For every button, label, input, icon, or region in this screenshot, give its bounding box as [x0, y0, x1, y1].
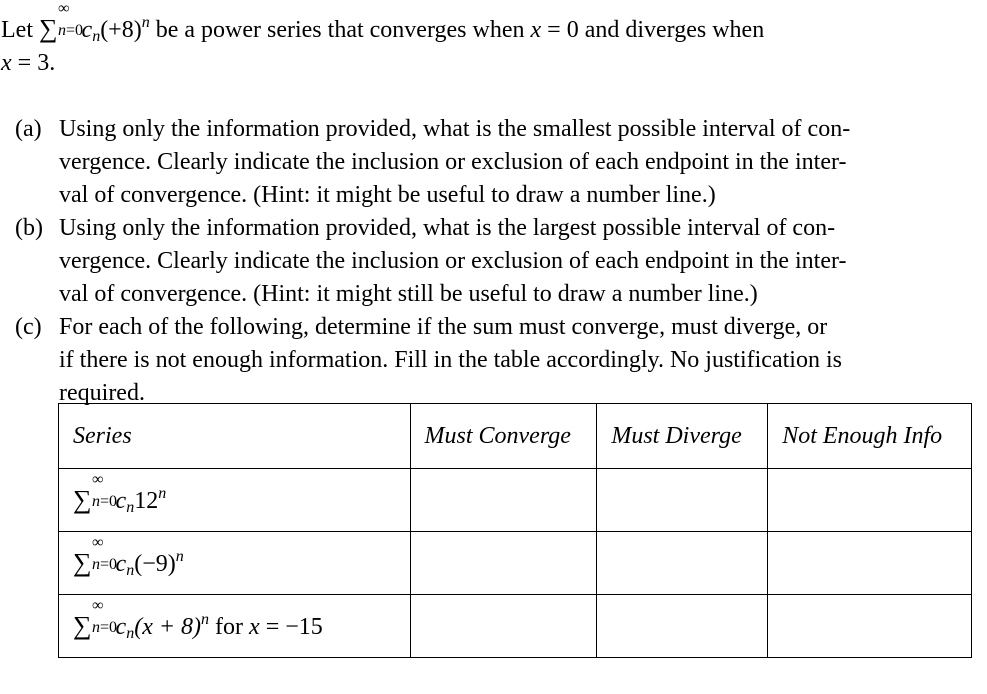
problem-statement-line-2: [1, 47, 981, 80]
converge-variable: x: [530, 17, 542, 43]
part-text-line: Using only the information provided, what is the smallest possible interval of con-: [59, 116, 851, 142]
series-cell: [59, 595, 411, 658]
for-word: for: [215, 613, 244, 640]
must-converge-cell[interactable]: [410, 532, 597, 595]
part-text-line: Using only the information provided, what is the largest possible interval of con-: [59, 215, 836, 241]
summation-symbol: ∑ ∞ n=0: [38, 0, 84, 43]
not-enough-info-cell[interactable]: [768, 595, 972, 658]
part-label: (c): [15, 314, 42, 340]
table-header-row: [59, 404, 972, 469]
summation-symbol: ∑ ∞ n=0: [73, 470, 118, 514]
converge-equals: =: [547, 17, 561, 43]
header-not-enough-info: Not Enough Info: [768, 404, 972, 469]
diverge-value: 3.: [37, 50, 56, 76]
sum-lower-limit: n=0: [92, 555, 118, 573]
x-value: −15: [285, 613, 323, 640]
must-diverge-cell[interactable]: [597, 469, 768, 532]
summation-symbol: ∑ ∞ n=0: [73, 533, 118, 577]
question-parts: [15, 113, 945, 410]
not-enough-info-cell[interactable]: [768, 532, 972, 595]
must-diverge-cell[interactable]: [597, 595, 768, 658]
series-power: n: [175, 547, 184, 565]
part-text-line: vergence. Clearly indicate the inclusion or exclusion of each endpoint in the inter-: [59, 149, 847, 175]
sum-upper-limit: ∞: [92, 596, 104, 614]
table-row: [59, 469, 972, 532]
part-text-line: val of convergence. (Hint: it might be useful to draw a number line.): [59, 182, 716, 208]
coefficient-subscript: n: [92, 28, 101, 45]
part-text-line: val of convergence. (Hint: it might still be useful to draw a number line.): [59, 281, 758, 307]
series-term: (x + 8): [134, 613, 202, 640]
header-must-converge: Must Converge: [410, 404, 597, 469]
coefficient: c: [115, 613, 127, 640]
part-a: [15, 113, 945, 212]
summation-symbol: ∑ ∞ n=0: [73, 596, 118, 640]
part-text-line: vergence. Clearly indicate the inclusion or exclusion of each endpoint in the inter-: [59, 248, 847, 274]
problem-statement: [1, 0, 981, 80]
coefficient-subscript: n: [126, 498, 135, 516]
part-c: [15, 311, 945, 410]
header-series: Series: [59, 404, 411, 469]
line1-text: be a power series that converges when: [155, 17, 525, 43]
sum-lower-limit: n=0: [57, 22, 84, 39]
coefficient: c: [115, 550, 127, 577]
coefficient-subscript: n: [126, 624, 135, 642]
part-b: [15, 212, 945, 311]
diverge-equals: =: [17, 50, 32, 76]
and-diverges-text: and diverges when: [584, 17, 765, 43]
must-converge-cell[interactable]: [410, 469, 597, 532]
diverge-variable: x: [1, 50, 12, 76]
series-power: n: [201, 610, 210, 628]
must-converge-cell[interactable]: [410, 595, 597, 658]
table-row: [59, 595, 972, 658]
x-equals: =: [265, 613, 280, 640]
coefficient-subscript: n: [126, 561, 135, 579]
part-label: (b): [15, 215, 43, 241]
part-text-line: required.: [59, 380, 145, 406]
must-diverge-cell[interactable]: [597, 532, 768, 595]
series-cell: [59, 469, 411, 532]
let-word: Let: [1, 17, 33, 43]
sum-lower-limit: n=0: [92, 492, 118, 510]
series-term: 12: [134, 487, 159, 514]
not-enough-info-cell[interactable]: [768, 469, 972, 532]
sum-lower-limit: n=0: [92, 618, 118, 636]
series-power: n: [141, 14, 150, 31]
header-must-diverge: Must Diverge: [597, 404, 768, 469]
coefficient: c: [115, 487, 127, 514]
problem-statement-line-1: [1, 0, 981, 47]
series-power: n: [158, 484, 167, 502]
series-base: (+8): [100, 17, 142, 43]
converge-value: 0: [566, 17, 579, 43]
coefficient: c: [81, 17, 93, 43]
sum-upper-limit: ∞: [92, 533, 104, 551]
part-label: (a): [15, 116, 42, 142]
part-text-line: For each of the following, determine if the sum must converge, must diverge, or: [59, 314, 828, 340]
series-table: [58, 403, 972, 658]
table-row: [59, 532, 972, 595]
sum-upper-limit: ∞: [57, 0, 70, 17]
sum-upper-limit: ∞: [92, 470, 104, 488]
series-term: (−9): [134, 550, 176, 577]
part-text-line: if there is not enough information. Fill in the table accordingly. No justification is: [59, 347, 842, 373]
x-variable: x: [249, 613, 260, 640]
series-cell: [59, 532, 411, 595]
